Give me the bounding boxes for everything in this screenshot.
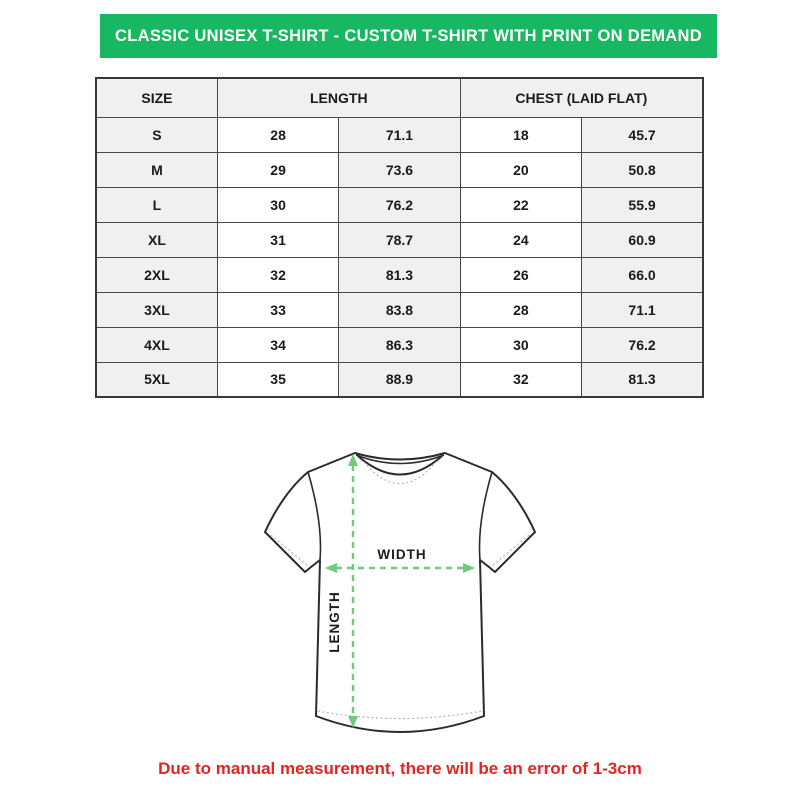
size-cell: 3XL — [96, 292, 217, 327]
length-inch-cell: 35 — [217, 362, 338, 397]
length-cm-cell: 76.2 — [339, 187, 460, 222]
chest-cm-cell: 60.9 — [582, 222, 703, 257]
size-cell: 4XL — [96, 327, 217, 362]
size-cell: S — [96, 117, 217, 152]
length-inch-cell: 29 — [217, 152, 338, 187]
chest-cm-cell: 81.3 — [582, 362, 703, 397]
length-cm-cell: 71.1 — [339, 117, 460, 152]
chest-inch-cell: 20 — [460, 152, 581, 187]
table-row — [96, 152, 703, 187]
length-cm-cell: 78.7 — [339, 222, 460, 257]
length-inch-cell: 31 — [217, 222, 338, 257]
size-table-body — [96, 117, 703, 397]
length-cm-cell: 73.6 — [339, 152, 460, 187]
title-banner — [100, 14, 717, 58]
size-cell: 5XL — [96, 362, 217, 397]
length-cm-cell: 81.3 — [339, 257, 460, 292]
tshirt-measurement-diagram — [252, 445, 548, 745]
chest-inch-cell: 32 — [460, 362, 581, 397]
size-column-header: SIZE — [96, 78, 217, 117]
size-cell: 2XL — [96, 257, 217, 292]
length-column-header: LENGTH — [217, 78, 460, 117]
size-cell: M — [96, 152, 217, 187]
chest-cm-cell: 50.8 — [582, 152, 703, 187]
chest-inch-cell: 26 — [460, 257, 581, 292]
size-cell: L — [96, 187, 217, 222]
table-row — [96, 292, 703, 327]
table-row — [96, 117, 703, 152]
chest-inch-cell: 28 — [460, 292, 581, 327]
size-table — [95, 77, 704, 398]
length-inch-cell: 30 — [217, 187, 338, 222]
length-inch-cell: 33 — [217, 292, 338, 327]
chest-inch-cell: 30 — [460, 327, 581, 362]
tshirt-outline — [265, 453, 535, 732]
length-cm-cell: 86.3 — [339, 327, 460, 362]
chest-column-header: CHEST (LAID FLAT) — [460, 78, 703, 117]
length-cm-cell: 88.9 — [339, 362, 460, 397]
length-arrow-label: LENGTH — [327, 591, 342, 653]
page-title: CLASSIC UNISEX T-SHIRT - CUSTOM T-SHIRT WITH PRINT ON DEMAND — [115, 26, 702, 45]
measurement-error-note: Due to manual measurement, there will be an error of 1-3cm — [158, 759, 642, 778]
chest-inch-cell: 18 — [460, 117, 581, 152]
width-arrow-label: WIDTH — [377, 547, 427, 562]
table-row — [96, 187, 703, 222]
table-row — [96, 362, 703, 397]
table-row — [96, 257, 703, 292]
chest-cm-cell: 71.1 — [582, 292, 703, 327]
table-row — [96, 222, 703, 257]
chest-inch-cell: 22 — [460, 187, 581, 222]
length-inch-cell: 34 — [217, 327, 338, 362]
chest-cm-cell: 55.9 — [582, 187, 703, 222]
size-cell: XL — [96, 222, 217, 257]
chest-cm-cell: 76.2 — [582, 327, 703, 362]
chest-cm-cell: 45.7 — [582, 117, 703, 152]
length-inch-cell: 28 — [217, 117, 338, 152]
chest-inch-cell: 24 — [460, 222, 581, 257]
length-cm-cell: 83.8 — [339, 292, 460, 327]
table-row — [96, 327, 703, 362]
chest-cm-cell: 66.0 — [582, 257, 703, 292]
size-table-header-row — [96, 78, 703, 117]
length-inch-cell: 32 — [217, 257, 338, 292]
